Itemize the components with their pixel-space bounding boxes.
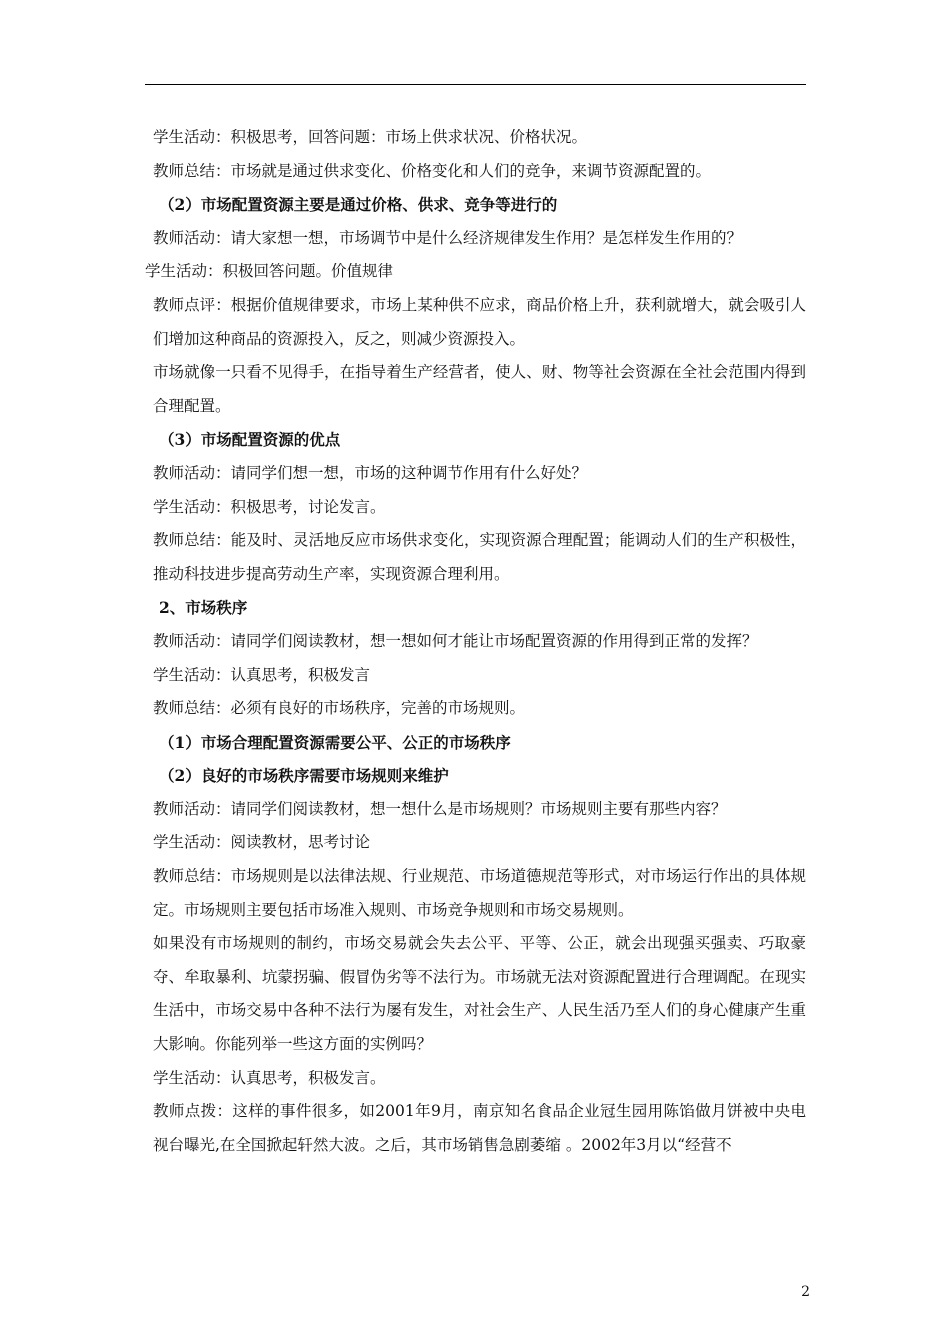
paragraph: 学生活动：认真思考，积极发言。 bbox=[153, 1068, 386, 1087]
paragraph: 学生活动：积极思考，讨论发言。 bbox=[153, 497, 386, 516]
paragraph: 市场就像一只看不见得手，在指导着生产经营者，使人、财、物等社会资源在全社会范围内得到合理配置。 bbox=[153, 363, 806, 415]
paragraph: 教师活动：请同学们阅读教材，想一想什么是市场规则？市场规则主要有那些内容？ bbox=[153, 799, 727, 818]
section-heading: 2、市场秩序 bbox=[159, 598, 248, 618]
section-heading: （1）市场合理配置资源需要公平、公正的市场秩序 bbox=[159, 732, 511, 752]
paragraph: 教师点拨：这样的事件很多，如2001年9月，南京知名食品企业冠生园用陈馅做月饼被中央电视台曝光,在全国掀起轩然大波。之后，其市场销售急剧萎缩 。2002年3月以“经营不 bbox=[153, 1102, 806, 1154]
paragraph: 学生活动：积极思考，回答问题：市场上供求状况、价格状况。 bbox=[153, 128, 588, 146]
paragraph: 教师活动：请同学们阅读教材，想一想如何才能让市场配置资源的作用得到正常的发挥？ bbox=[153, 631, 758, 650]
paragraph: 教师总结：市场规则是以法律法规、行业规范、市场道德规范等形式，对市场运行作出的具体规定。市场规则主要包括市场准入规则、市场竞争规则和市场交易规则。 bbox=[153, 867, 806, 919]
section-heading: （2）良好的市场秩序需要市场规则来维护 bbox=[159, 766, 449, 786]
paragraph: 教师总结：市场就是通过供求变化、价格变化和人们的竞争，来调节资源配置的。 bbox=[153, 161, 712, 180]
paragraph: 教师总结：必须有良好的市场秩序，完善的市场规则。 bbox=[153, 699, 526, 718]
paragraph: 教师点评：根据价值规律要求，市场上某种供不应求，商品价格上升，获利就增大，就会吸引人们增加这种商品的资源投入，反之，则减少资源投入。 bbox=[153, 295, 806, 348]
paragraph: 学生活动：积极回答问题。价值规律 bbox=[145, 262, 394, 281]
section-heading: （2）市场配置资源主要是通过价格、供求、竞争等进行的 bbox=[159, 195, 558, 215]
paragraph: 如果没有市场规则的制约，市场交易就会失去公平、平等、公正，就会出现强买强卖、巧取豪夺、牟取暴利、坑蒙拐骗、假冒伪劣等不法行为。市场就无法对资源配置进行合理调配。在现实生活中，市场交易中各种不法行为屡有发生，对社会生产、人民生活乃至人们的身心健康产生重大影响。你能列举一些这方面的实例吗？ bbox=[153, 934, 806, 1054]
paragraph: 教师活动：请大家想一想，市场调节中是什么经济规律发生作用？是怎样发生作用的？ bbox=[153, 228, 743, 247]
paragraph: 学生活动：阅读教材，思考讨论 bbox=[153, 833, 371, 852]
paragraph: 教师总结：能及时、灵活地反应市场供求变化，实现资源合理配置；能调动人们的生产积极性，推动科技进步提高劳动生产率，实现资源合理利用。 bbox=[153, 531, 806, 583]
paragraph: 学生活动：认真思考，积极发言 bbox=[153, 665, 371, 684]
page-number: 2 bbox=[801, 1284, 810, 1300]
paragraph: 教师活动：请同学们想一想，市场的这种调节作用有什么好处？ bbox=[153, 463, 588, 482]
header-rule bbox=[145, 84, 806, 85]
section-heading: （3）市场配置资源的优点 bbox=[159, 430, 341, 450]
body-text bbox=[145, 121, 806, 1162]
